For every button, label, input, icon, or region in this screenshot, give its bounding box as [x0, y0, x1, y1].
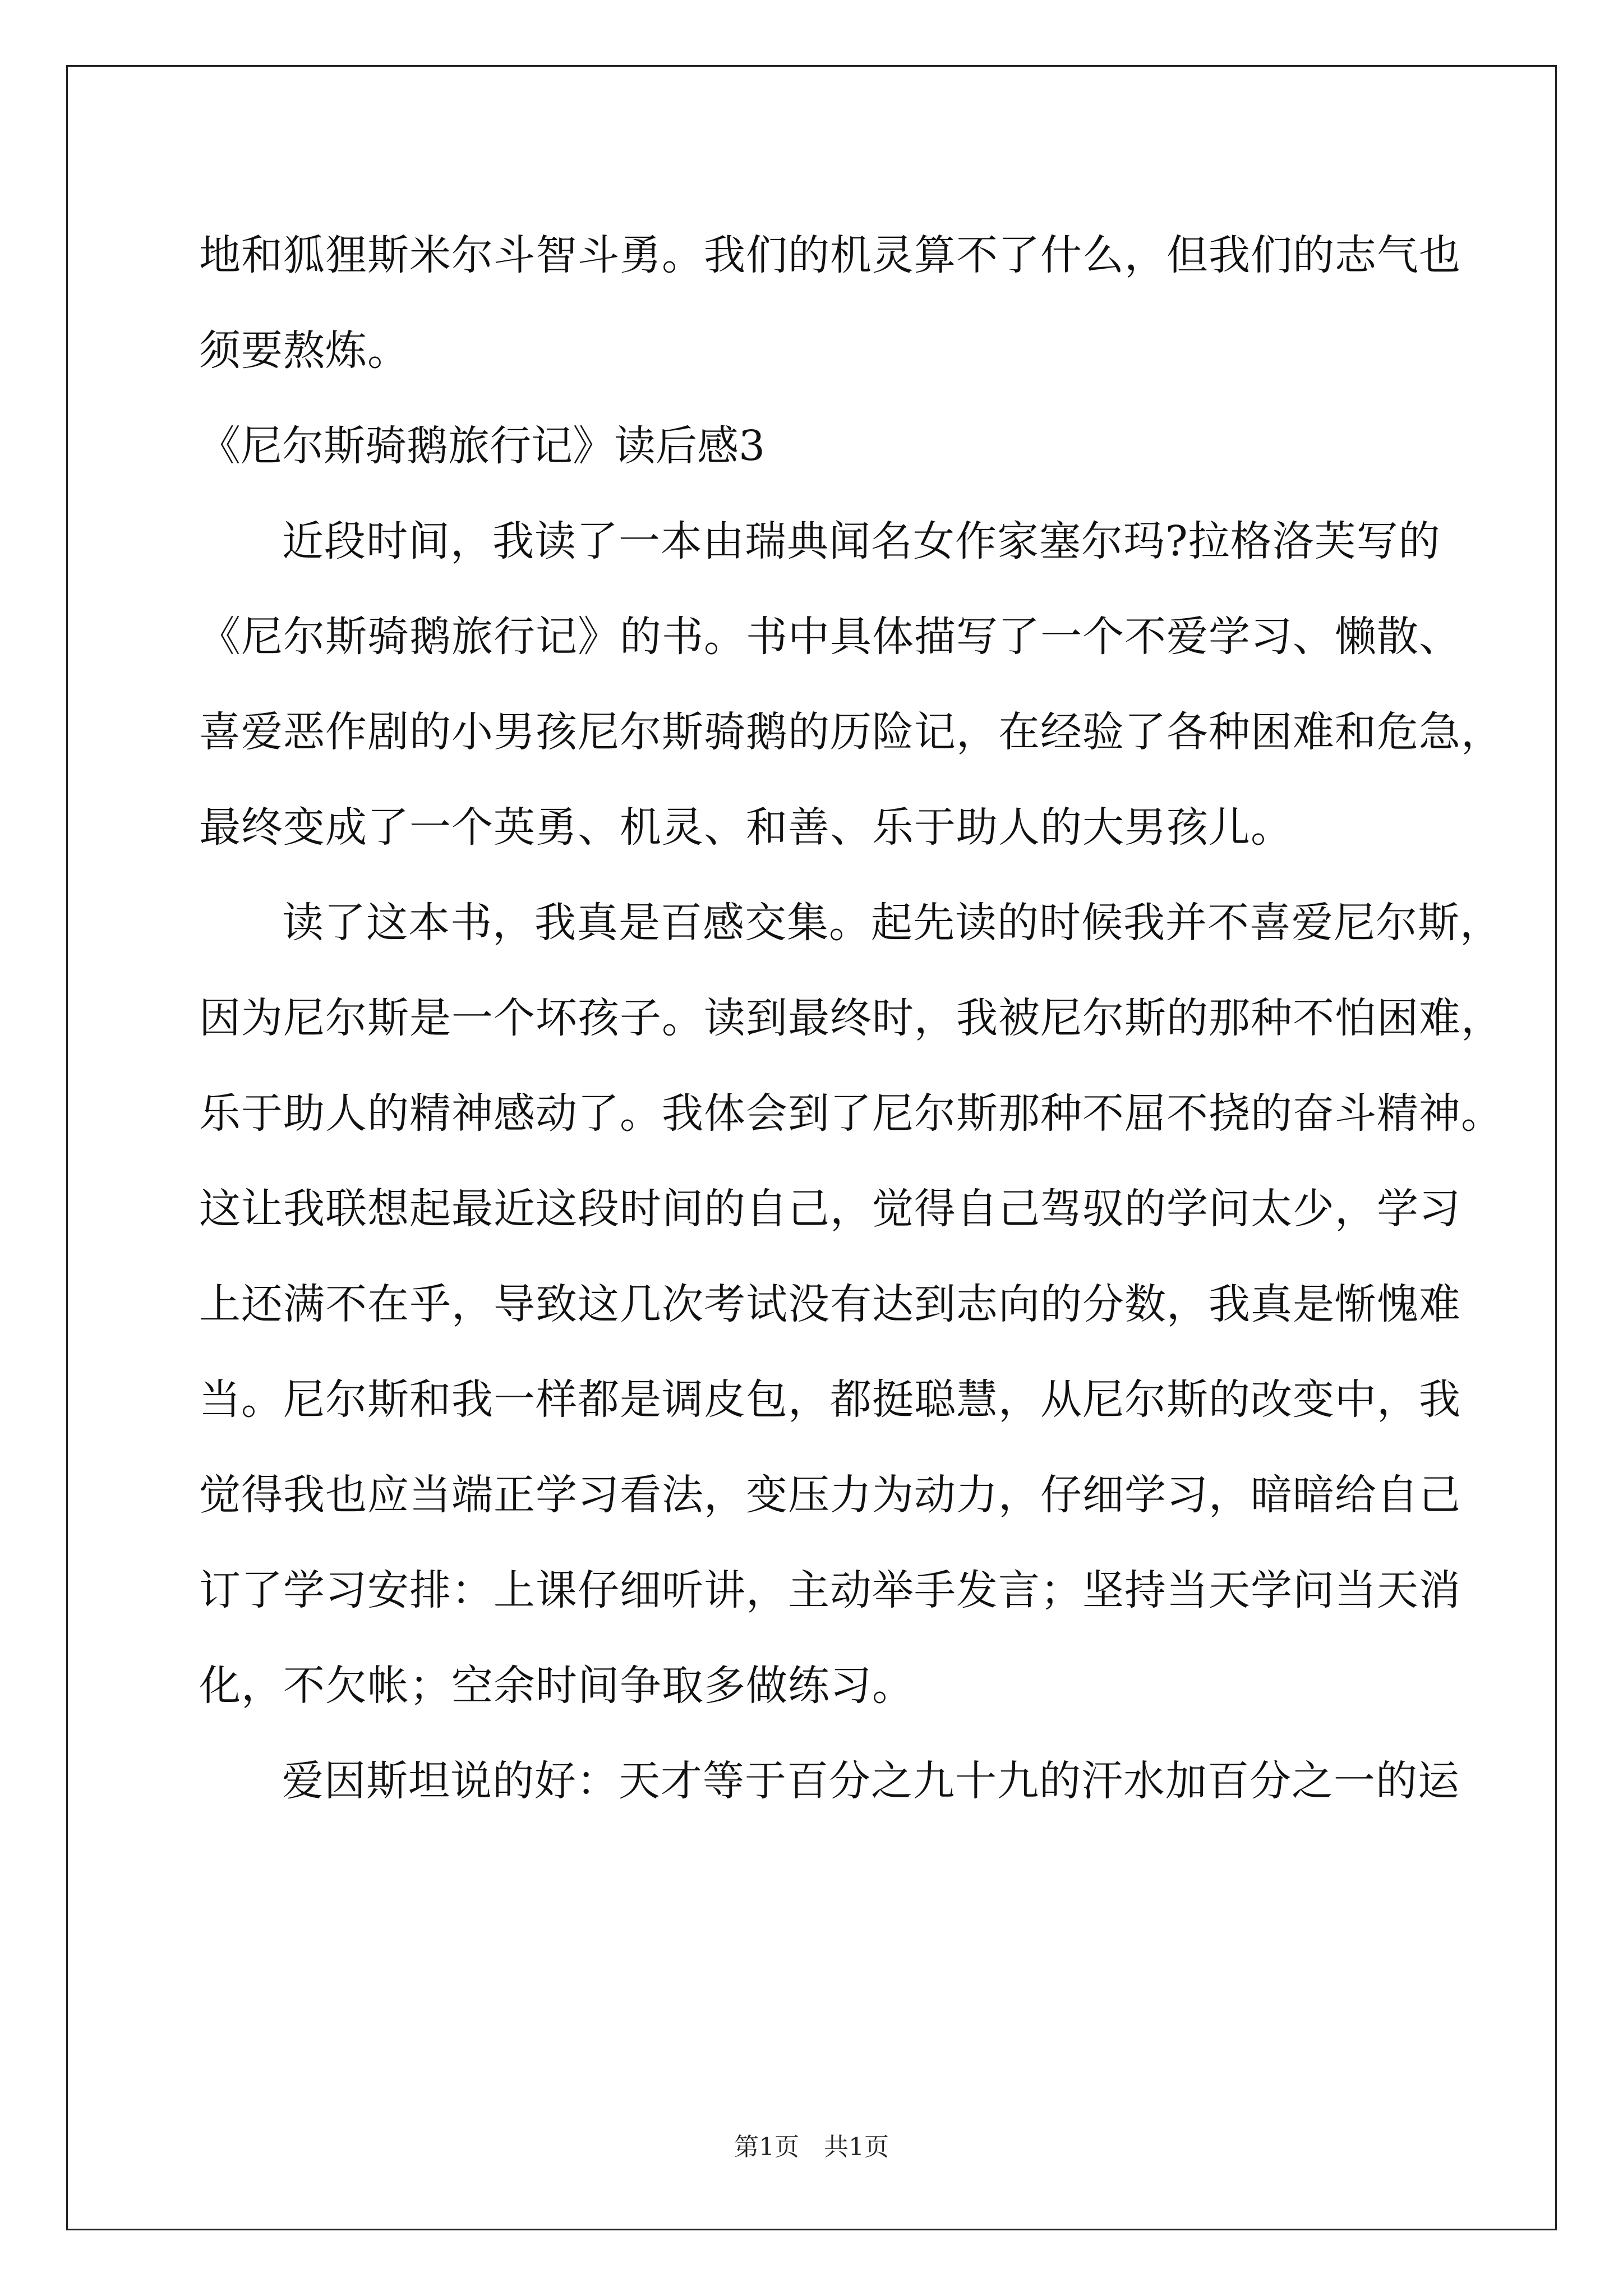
paragraph-start-line: 爱因斯坦说的好：天才等于百分之九十九的汗水加百分之一的运: [282, 1757, 1460, 1805]
text-line: 《尼尔斯骑鹅旅行记》的书。书中具体描写了一个不爱学习、懒散、: [199, 613, 1461, 661]
text-line: 觉得我也应当端正学习看法，变压力为动力，仔细学习，暗暗给自己: [199, 1471, 1461, 1519]
text-line: 当。尼尔斯和我一样都是调皮包，都挺聪慧，从尼尔斯的改变中，我: [199, 1375, 1461, 1424]
text-line: 须要熬炼。: [199, 326, 409, 375]
text-line: 这让我联想起最近这段时间的自己，觉得自己驾驭的学问太少，学习: [199, 1185, 1461, 1233]
text-line: 上还满不在乎，导致这几次考试没有达到志向的分数，我真是惭愧难: [199, 1280, 1461, 1328]
text-line: 地和狐狸斯米尔斗智斗勇。我们的机灵算不了什么，但我们的志气也: [199, 231, 1461, 279]
paragraph-start-line: 读了这本书，我真是百感交集。起先读的时候我并不喜爱尼尔斯，: [282, 899, 1502, 947]
text-line: 乐于助人的精神感动了。我体会到了尼尔斯那种不屈不挠的奋斗精神。: [199, 1089, 1503, 1138]
text-line: 最终变成了一个英勇、机灵、和善、乐于助人的大男孩儿。: [199, 803, 1293, 852]
document-body: [199, 208, 1503, 1829]
page-footer: 第1页 共1页: [734, 2133, 889, 2161]
paragraph-start-line: 近段时间，我读了一本由瑞典闻名女作家塞尔玛?拉格洛芙写的: [282, 517, 1441, 565]
text-line: 订了学习安排：上课仔细听讲，主动举手发言；坚持当天学问当天消: [199, 1566, 1461, 1614]
text-line: 因为尼尔斯是一个坏孩子。读到最终时，我被尼尔斯的那种不怕困难，: [199, 994, 1503, 1042]
text-line: 化，不欠帐；空余时间争取多做练习。: [199, 1662, 914, 1710]
text-line: 喜爱恶作剧的小男孩尼尔斯骑鹅的历险记，在经验了各种困难和危急，: [199, 708, 1503, 756]
section-title: 《尼尔斯骑鹅旅行记》读后感3: [199, 422, 766, 470]
